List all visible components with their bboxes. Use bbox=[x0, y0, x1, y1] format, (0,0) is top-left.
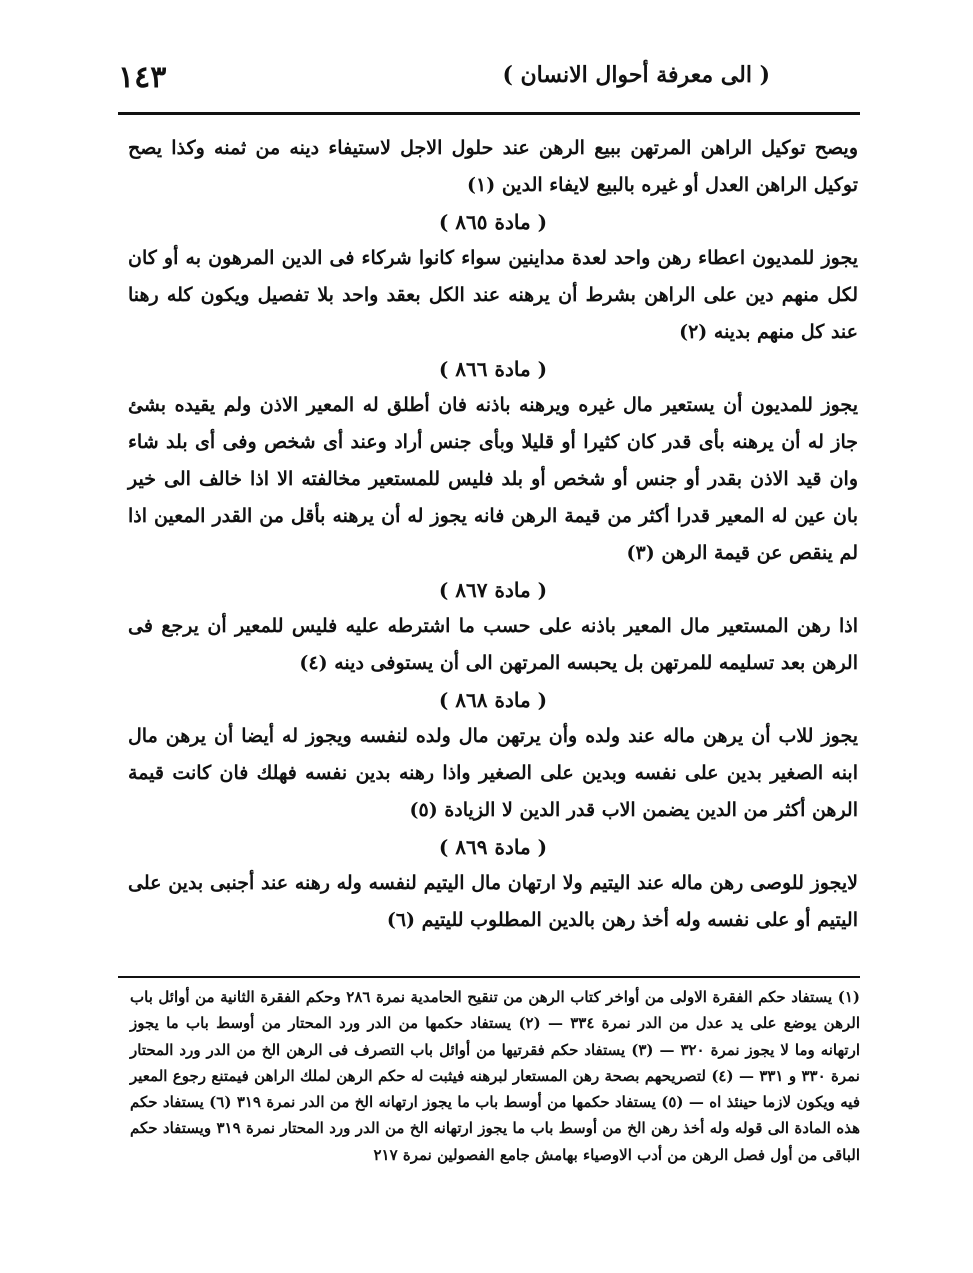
intro-paragraph: ويصح توكيل الراهن المرتهن ببيع الرهن عند حلول الاجل لاستيفاء دينه من ثمنه وكذا يصح توكيل الراهن العدل أو غيره بالبيع لايفاء الدين (١) bbox=[128, 137, 858, 196]
article-heading-867: ( مادة ٨٦٧ ) bbox=[438, 578, 548, 602]
footnote-text: (١) يستفاد حكم الفقرة الاولى من أواخر كتاب الرهن من تنقيح الحامدية نمرة ٢٨٦ وحكم الفقرة الثانية من أوائل باب الرهن يوضع على يد عدل من الدر نمرة ٣٣٤ — (٢) يستفاد حكمها من الدر ورد المحتار من أوسط باب ما يجوز ارتهانه وما لا يجوز نمرة ٣٢٠ — (٣) يستفاد حكم فقرتيها من أوائل باب التصرف فى الرهن الخ من الدر ورد المحتار نمرة ٣٣٠ و ٣٣١ — (٤) لتصريحهم بصحة رهن المستعار لبرهنه فيثبت له حكم الرهن لملك الراهن فيمتنع رجوع المعير فيه ويكون لازما حينئذ اه — (٥) يستفاد حكمها من أوسط باب ما يجوز ارتهانه الخ من الدر نمرة ٣١٩ (٦) يستفاد حكم هذه المادة الى قوله وله أخذ رهن الخ من أوسط باب ما يجوز ارتهانه الخ من الدر ورد المحتار نمرة ٣١٩ ويستفاد حكم الباقى من أول فصل الرهن من أدب الاوصياء بهامش جامع الفصولين نمرة ٢١٧ bbox=[130, 988, 861, 1164]
article-text-866: يجوز للمديون أن يستعير مال غيره ويرهنه باذنه فان أطلق له المعير الاذن ولم يقيده بشئ جاز له أن يرهنه بأى قدر كان كثيرا أو قليلا وبأى جنس أراد وعند أى شخص وفى أى بلد شاء وان قيد الاذن بقدر أو جنس أو شخص أو بلد فليس للمستعير مخالفته الا اذا خالف الى خير بان عين له المعير قدرا أكثر من قيمة الرهن فانه يجوز له أن يرهنه بأقل من القدر المعين اذا لم ينقص عن قيمة الرهن (٣) bbox=[128, 394, 858, 564]
article-heading-868: ( مادة ٨٦٨ ) bbox=[438, 688, 548, 712]
article-heading-865: ( مادة ٨٦٥ ) bbox=[438, 210, 548, 234]
article-text-865: يجوز للمديون اعطاء رهن واحد لعدة مداينين سواء كانوا شركاء فى الدين المرهون به أو كان لكل منهم دين على الراهن بشرط أن يرهنه عند الكل بعقد واحد بلا تفصيل ويكون كله رهنا عند كل منهم بدينه (٢) bbox=[128, 247, 858, 343]
page-body bbox=[128, 130, 858, 939]
header-rule bbox=[118, 112, 860, 115]
footnote-rule bbox=[118, 976, 860, 978]
article-text-869: لايجوز للوصى رهن ماله عند اليتيم ولا ارتهان مال اليتيم لنفسه وله رهنه عند أجنبى بدين على اليتيم أو على نفسه وله أخذ رهن بالدين المطلوب لليتيم (٦) bbox=[128, 872, 858, 931]
article-text-867: اذا رهن المستعير مال المعير باذنه على حسب ما اشترطه عليه فليس للمعير أن يرجع فى الرهن بعد تسليمه للمرتهن بل يحبسه المرتهن الى أن يستوفى دينه (٤) bbox=[128, 615, 858, 674]
page-number: ١٤٣ bbox=[118, 60, 167, 95]
article-text-868: يجوز للاب أن يرهن ماله عند ولده وأن يرتهن مال ولده لنفسه ويجوز له أيضا أن يرهن مال ابنه الصغير بدين على نفسه وبدين على الصغير واذا رهنه بدين نفسه فهلك فان كانت قيمة الرهن أكثر من الدين يضمن الاب قدر الدين لا الزيادة (٥) bbox=[128, 725, 858, 821]
page-header bbox=[118, 60, 860, 104]
article-heading-866: ( مادة ٨٦٦ ) bbox=[438, 357, 548, 381]
article-heading-869: ( مادة ٨٦٩ ) bbox=[438, 835, 548, 859]
running-title: ( الى معرفة أحوال الانسان ) bbox=[502, 62, 770, 88]
footnotes bbox=[130, 984, 860, 1168]
